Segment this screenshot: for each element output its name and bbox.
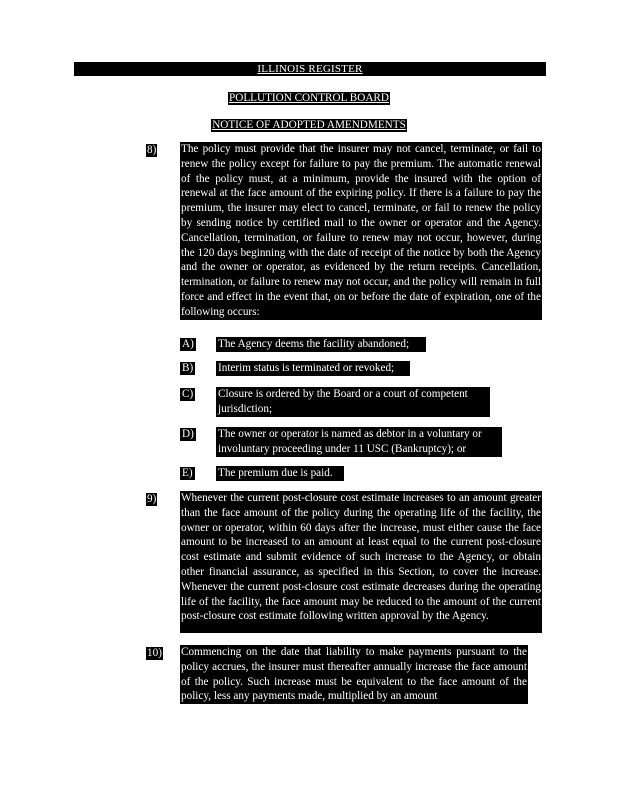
subitem-d-text: The owner or operator is named as debtor in a voluntary or involuntary proceeding under 11 USC (Bankruptcy); or [216, 427, 502, 457]
register-title: ILLINOIS REGISTER [257, 63, 363, 75]
notice-title: NOTICE OF ADOPTED AMENDMENTS [212, 119, 406, 131]
item-9-number: 9) [147, 493, 157, 505]
item-8-number: 8) [147, 144, 157, 156]
subitem-a-text: The Agency deems the facility abandoned; [216, 337, 426, 352]
subitem-a-label: A) [182, 338, 194, 350]
item-10-number: 10) [147, 647, 162, 659]
item-10-text: Commencing on the date that liability to make payments pursuant to the policy accrues, the insurer must thereafter annually increase the face amount of the policy. Such increase must be equivalent to the face amount of the policy, less any payments made, multiplied by an amount [181, 646, 527, 703]
notice-heading [0, 115, 618, 130]
board-heading [0, 88, 618, 103]
subitem-e-label: E) [182, 467, 193, 479]
subitem-e-text: The premium due is paid. [216, 466, 344, 481]
subitem-b-text: Interim status is terminated or revoked; [216, 361, 410, 376]
subitem-c-label: C) [182, 388, 194, 400]
register-title-bar [74, 62, 546, 76]
item-8-text: The policy must provide that the insurer may not cancel, terminate, or fail to renew the policy except for failure to pay the premium. The automatic renewal of the policy must, at a minimum, provide the insured with the option of renewal at the face amount of the expiring policy. If there is a failure to pay the premium, the insurer may elect to cancel, terminate, or fail to renew the policy by sending notice by certified mail to the owner or operator and the Agency. Cancellation, termination, or failure to renew may not occur, however, during the 120 days beginning with the date of receipt of the notice by both the Agency and the owner or operator, as evidenced by the return receipts. Cancellation, termination, or failure to renew may not occur, and the policy will remain in full force and effect in the event that, on or before the date of expiration, one of the following occurs: [180, 142, 542, 320]
subitem-b-label: B) [182, 362, 194, 374]
item-9-text: Whenever the current post-closure cost estimate increases to an amount greater than the face amount of the policy during the operating life of the facility, the owner or operator, within 60 days after the increase, must either cause the face amount to be increased to an amount at least equal to the current post-closure cost estimate and submit evidence of such increase to the Agency, or obtain other financial assurance, as specified in this Section, to cover the increase. Whenever the current post-closure cost estimate decreases during the operating life of the facility, the face amount may be reduced to the amount of the current post-closure cost estimate following written approval by the Agency. [180, 491, 542, 633]
subitem-d-label: D) [182, 428, 194, 440]
subitem-c-text: Closure is ordered by the Board or a court of competent jurisdiction; [216, 387, 490, 417]
board-title: POLLUTION CONTROL BOARD [229, 92, 389, 104]
